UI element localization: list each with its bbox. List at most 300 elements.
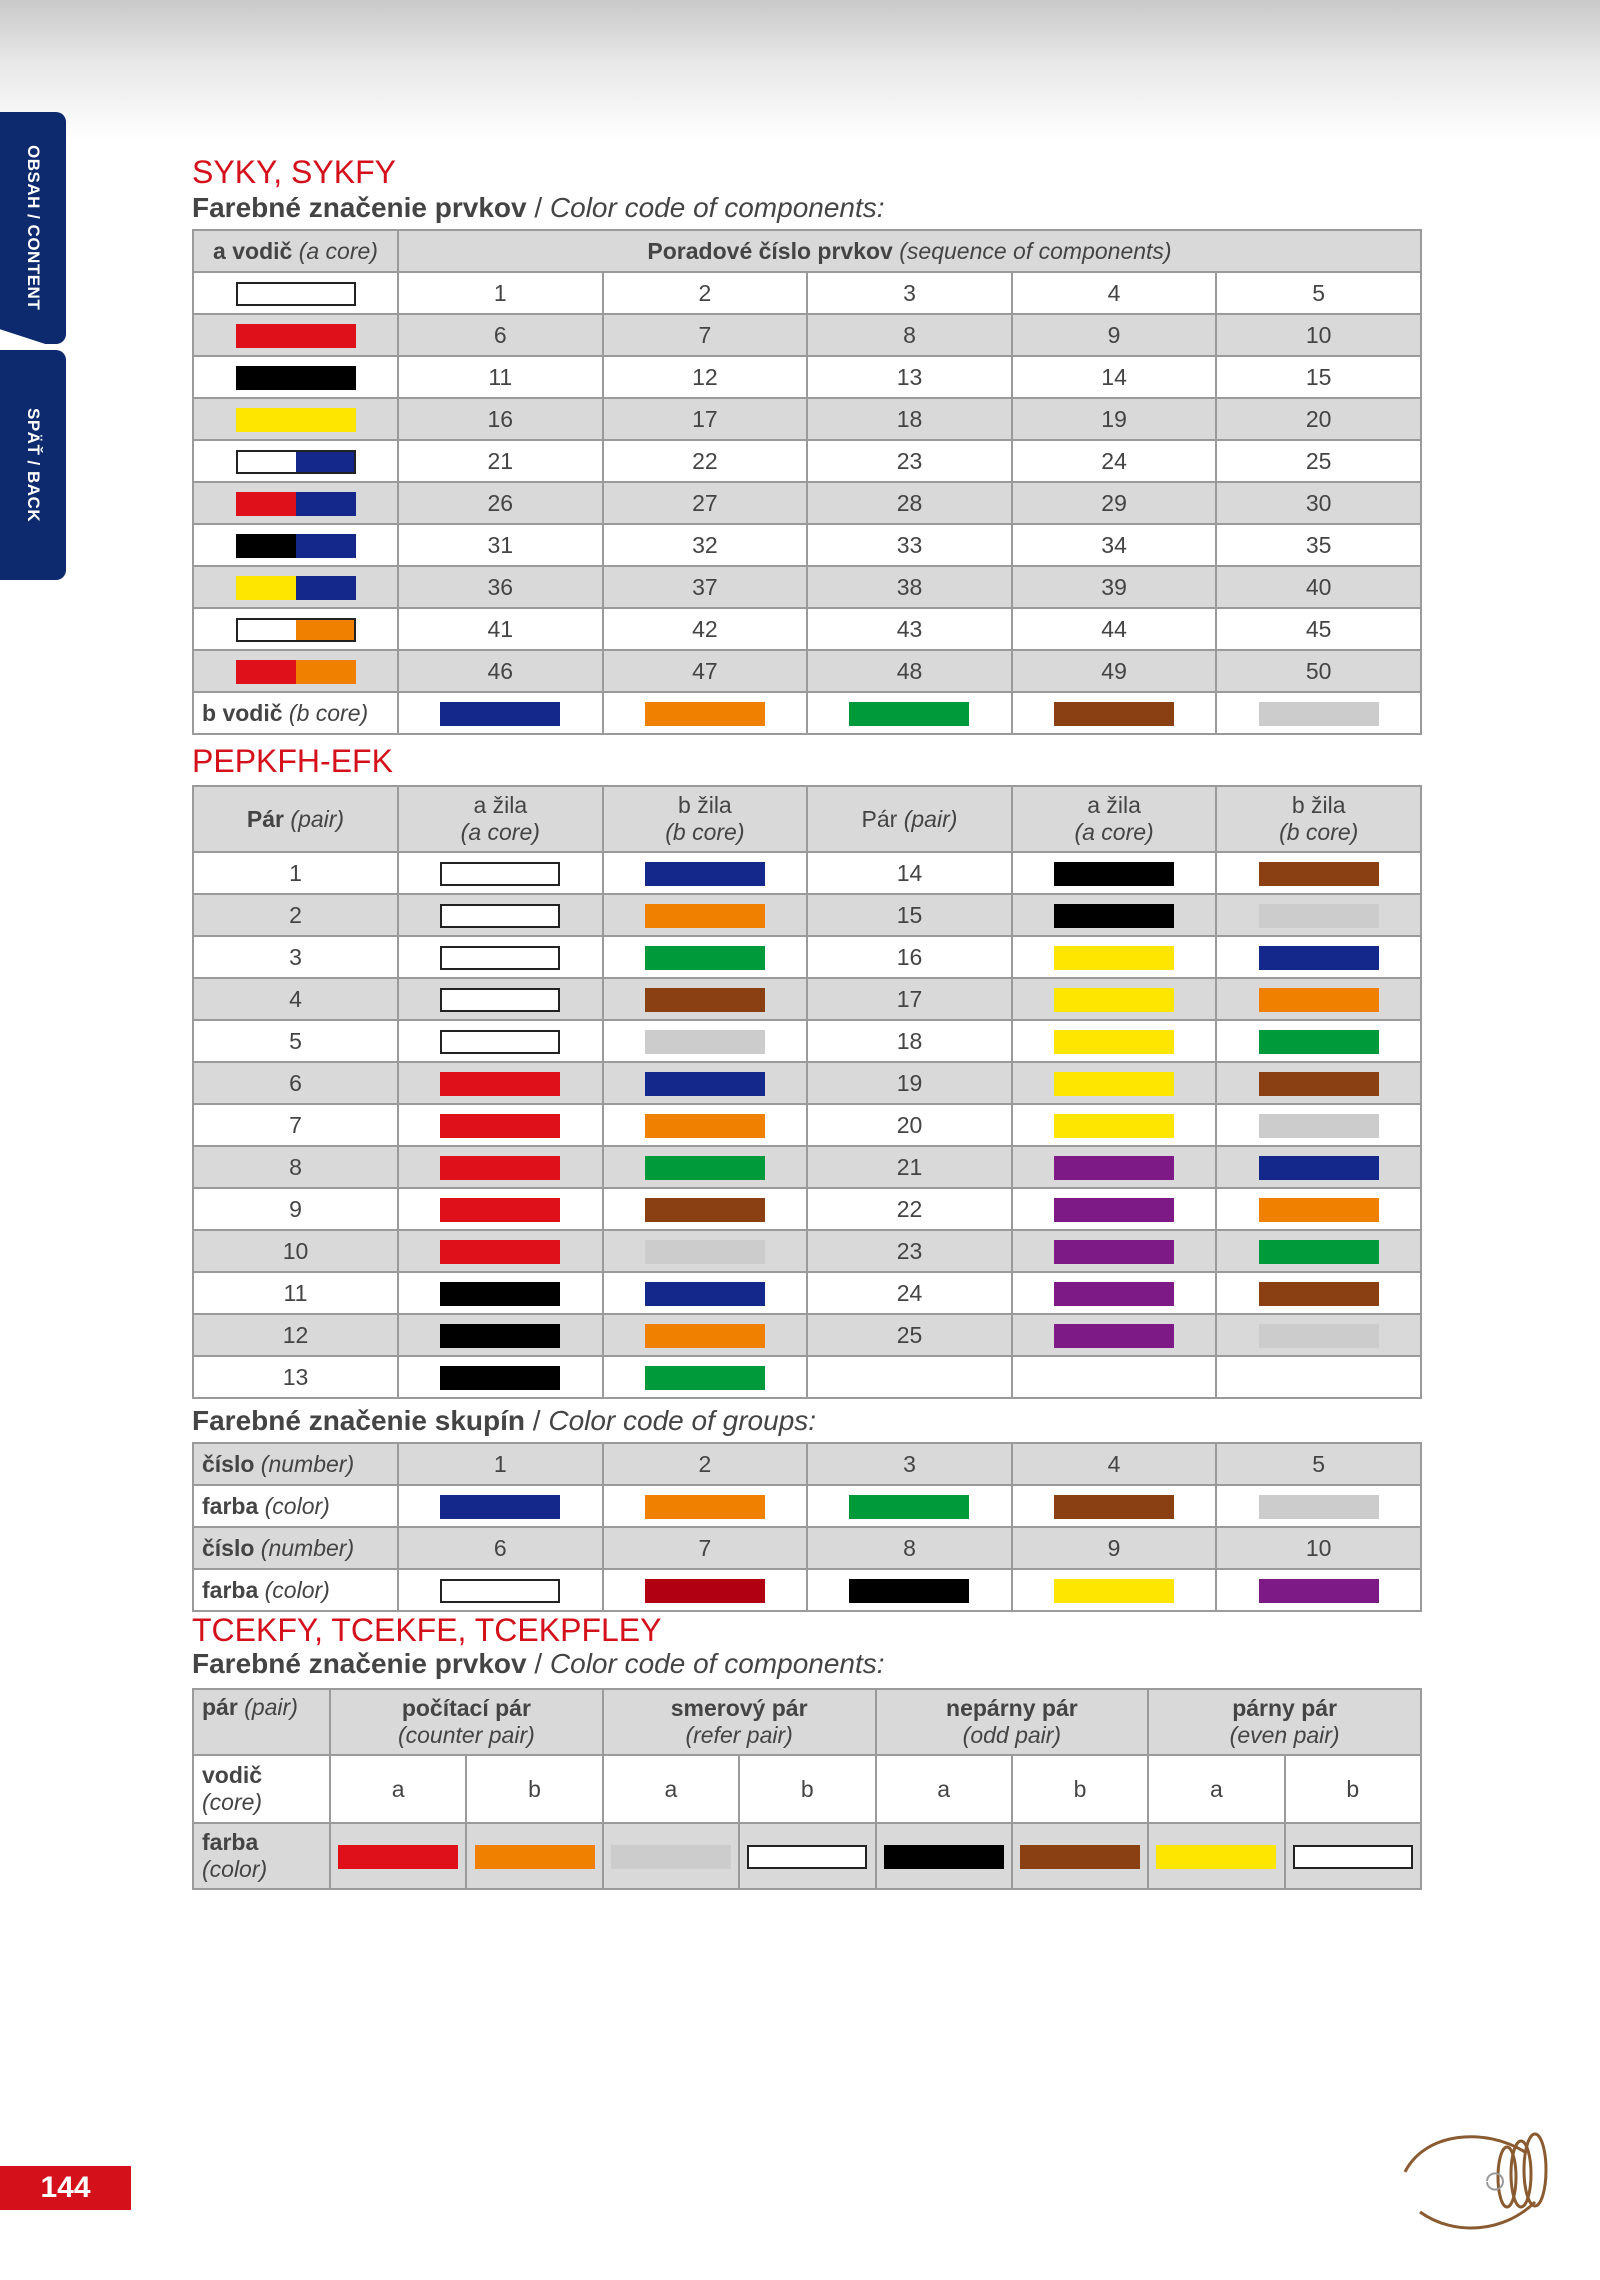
pair-header-italic: (counter pair) — [397, 1722, 535, 1748]
color-swatch — [645, 702, 765, 726]
color-swatch — [236, 660, 356, 684]
pair-number-cell: 15 — [807, 894, 1012, 936]
color-swatch — [440, 1156, 560, 1180]
color-swatch — [645, 1240, 765, 1264]
a-core-swatch-cell — [1012, 936, 1217, 978]
pair-number-cell: 6 — [193, 1062, 398, 1104]
sequence-number-cell: 11 — [398, 356, 603, 398]
section-subtitle-tcekfy — [192, 1648, 885, 1680]
sequence-number-cell: 2 — [603, 272, 808, 314]
subtitle-bold: Farebné značenie prvkov — [192, 1648, 527, 1679]
footer-b-bold: b vodič — [202, 699, 283, 726]
color-swatch — [849, 702, 969, 726]
color-swatch — [884, 1845, 1004, 1869]
color-label-italic: (color) — [258, 1492, 330, 1519]
sequence-number-cell: 44 — [1012, 608, 1217, 650]
b-core-swatch-cell — [603, 978, 808, 1020]
b-core-swatch-cell — [1216, 1230, 1421, 1272]
a-core-swatch-cell — [398, 852, 603, 894]
footer-b-core — [193, 692, 398, 734]
color-swatch — [849, 1495, 969, 1519]
color-swatch — [440, 702, 560, 726]
sequence-number-cell: 32 — [603, 524, 808, 566]
color-swatch — [236, 408, 356, 432]
pair-header-bold: nepárny pár — [946, 1695, 1078, 1721]
group-color-cell — [1216, 1485, 1421, 1527]
group-number-cell: 6 — [398, 1527, 603, 1569]
core-letter-cell: a — [330, 1755, 466, 1823]
group-color-cell — [398, 1485, 603, 1527]
a-core-swatch-cell — [1012, 1356, 1217, 1398]
sequence-number-cell: 40 — [1216, 566, 1421, 608]
a-core-swatch-cell — [1012, 1230, 1217, 1272]
a-core-swatch-cell — [1012, 852, 1217, 894]
color-swatch — [1054, 1495, 1174, 1519]
section-title-pepkfh: PEPKFH-EFK — [192, 743, 393, 779]
sequence-number-cell: 45 — [1216, 608, 1421, 650]
color-swatch — [1259, 862, 1379, 886]
color-swatch — [236, 576, 356, 600]
table-row — [193, 1020, 1421, 1062]
subtitle-sep: / — [526, 192, 550, 223]
pair-header-cell — [1148, 1689, 1421, 1755]
number-label — [193, 1527, 398, 1569]
a-core-swatch-cell — [398, 1314, 603, 1356]
color-swatch — [1259, 702, 1379, 726]
core-color-cell — [603, 1823, 739, 1889]
header-b-core — [603, 786, 808, 852]
group-color-cell — [1216, 1569, 1421, 1611]
color-swatch — [1054, 702, 1174, 726]
b-core-swatch-cell — [603, 1272, 808, 1314]
table-row — [193, 482, 1421, 524]
sequence-number-cell: 1 — [398, 272, 603, 314]
header-b-core-2 — [1216, 786, 1421, 852]
a-core-swatch-cell — [193, 608, 398, 650]
color-swatch — [236, 324, 356, 348]
table-row — [193, 314, 1421, 356]
pair-number-cell: 8 — [193, 1146, 398, 1188]
b-color-cell — [603, 692, 808, 734]
pair-number-cell: 9 — [193, 1188, 398, 1230]
group-color-cell — [603, 1485, 808, 1527]
header-seq-italic: (sequence of components) — [892, 237, 1172, 264]
sequence-number-cell: 16 — [398, 398, 603, 440]
sequence-number-cell: 12 — [603, 356, 808, 398]
subtitle-bold: Farebné značenie skupín — [192, 1405, 525, 1436]
sequence-number-cell: 19 — [1012, 398, 1217, 440]
color-swatch — [338, 1845, 458, 1869]
table-row — [193, 1104, 1421, 1146]
color-swatch — [1054, 1114, 1174, 1138]
color-swatch — [1259, 1282, 1379, 1306]
sequence-number-cell: 49 — [1012, 650, 1217, 692]
color-swatch — [849, 1579, 969, 1603]
pair-number-cell: 11 — [193, 1272, 398, 1314]
group-color-cell — [807, 1569, 1012, 1611]
pair-header-bold: párny pár — [1232, 1695, 1338, 1721]
pair-header-cell — [876, 1689, 1149, 1755]
color-swatch — [236, 282, 356, 306]
header-pair-2 — [807, 786, 1012, 852]
sequence-number-cell: 3 — [807, 272, 1012, 314]
color-swatch — [440, 1114, 560, 1138]
group-number-cell: 10 — [1216, 1527, 1421, 1569]
table-row — [193, 398, 1421, 440]
b-color-cell — [1012, 692, 1217, 734]
color-swatch — [1054, 988, 1174, 1012]
sequence-number-cell: 17 — [603, 398, 808, 440]
color-swatch — [1259, 1072, 1379, 1096]
table-row — [193, 1146, 1421, 1188]
number-label-bold: číslo — [202, 1450, 255, 1477]
b-core-swatch-cell — [1216, 1188, 1421, 1230]
sequence-number-cell: 34 — [1012, 524, 1217, 566]
color-swatch — [236, 618, 356, 642]
pair-header-cell — [603, 1689, 876, 1755]
header-pair-italic: (pair) — [284, 805, 345, 832]
color-swatch — [1054, 1198, 1174, 1222]
b-core-swatch-cell — [1216, 852, 1421, 894]
sequence-number-cell: 39 — [1012, 566, 1217, 608]
header-a-bold: a vodič — [213, 237, 293, 264]
pair-number-cell: 2 — [193, 894, 398, 936]
sequence-number-cell: 46 — [398, 650, 603, 692]
color-swatch — [1259, 1240, 1379, 1264]
color-swatch — [475, 1845, 595, 1869]
pair-label-italic: (pair) — [237, 1694, 298, 1720]
b-core-swatch-cell — [603, 1020, 808, 1062]
color-swatch — [1259, 1030, 1379, 1054]
color-swatch — [1259, 1495, 1379, 1519]
header-b-line1: b žila — [678, 792, 732, 818]
b-core-swatch-cell — [1216, 1314, 1421, 1356]
group-color-cell — [398, 1569, 603, 1611]
pair-number-cell: 24 — [807, 1272, 1012, 1314]
color-swatch — [440, 946, 560, 970]
sequence-number-cell: 30 — [1216, 482, 1421, 524]
group-color-cell — [1012, 1485, 1217, 1527]
group-number-cell: 7 — [603, 1527, 808, 1569]
header-a-core-2 — [1012, 786, 1217, 852]
group-number-cell: 3 — [807, 1443, 1012, 1485]
table-row — [193, 1062, 1421, 1104]
color-swatch — [1293, 1845, 1413, 1869]
color-swatch — [236, 366, 356, 390]
table-row — [193, 1230, 1421, 1272]
sequence-number-cell: 18 — [807, 398, 1012, 440]
color-swatch — [1054, 904, 1174, 928]
a-core-swatch-cell — [398, 1146, 603, 1188]
sequence-number-cell: 7 — [603, 314, 808, 356]
color-swatch — [645, 862, 765, 886]
core-letter-cell: a — [603, 1755, 739, 1823]
b-core-swatch-cell — [1216, 1356, 1421, 1398]
table-row — [193, 978, 1421, 1020]
pair-number-cell: 4 — [193, 978, 398, 1020]
color-swatch — [236, 534, 356, 558]
a-core-swatch-cell — [398, 1020, 603, 1062]
b-color-cell — [807, 692, 1012, 734]
header-pair-bold: Pár — [246, 805, 285, 832]
sequence-number-cell: 47 — [603, 650, 808, 692]
pair-number-cell: 17 — [807, 978, 1012, 1020]
pair-header-bold: počítací pár — [401, 1695, 531, 1721]
core-label — [193, 1755, 330, 1823]
core-color-cell — [1148, 1823, 1284, 1889]
header-a-core — [193, 230, 398, 272]
section-title-syky: SYKY, SYKFY — [192, 154, 396, 190]
color-swatch — [1259, 946, 1379, 970]
group-color-cell — [1012, 1569, 1217, 1611]
color-swatch — [236, 450, 356, 474]
color-swatch — [1259, 1579, 1379, 1603]
b-core-swatch-cell — [603, 1104, 808, 1146]
color-swatch — [1020, 1845, 1140, 1869]
color-swatch — [440, 1240, 560, 1264]
group-number-cell: 2 — [603, 1443, 808, 1485]
color-swatch — [645, 988, 765, 1012]
section-subtitle-syky — [192, 192, 885, 224]
b-core-swatch-cell — [1216, 894, 1421, 936]
sequence-number-cell: 5 — [1216, 272, 1421, 314]
sequence-number-cell: 25 — [1216, 440, 1421, 482]
a-core-swatch-cell — [1012, 1272, 1217, 1314]
pair-header-italic: (odd pair) — [962, 1722, 1062, 1748]
table-row — [193, 1272, 1421, 1314]
a-core-swatch-cell — [398, 1062, 603, 1104]
sidebar-tab-back[interactable] — [0, 350, 66, 580]
color-swatch — [440, 1198, 560, 1222]
table-row — [193, 1314, 1421, 1356]
sequence-number-cell: 27 — [603, 482, 808, 524]
color-label — [193, 1485, 398, 1527]
subtitle-italic: Color code of groups: — [548, 1405, 817, 1436]
sequence-number-cell: 13 — [807, 356, 1012, 398]
header-seq-bold: Poradové číslo prvkov — [647, 237, 893, 264]
pair-number-cell: 19 — [807, 1062, 1012, 1104]
color-swatch — [1054, 1156, 1174, 1180]
a-core-swatch-cell — [1012, 1314, 1217, 1356]
syky-color-table — [192, 229, 1422, 735]
a-core-swatch-cell — [193, 440, 398, 482]
sidebar-tab-content-label: OBSAH / CONTENT — [24, 145, 43, 311]
core-letter-cell: b — [739, 1755, 875, 1823]
header-a-line2: (a core) — [460, 819, 540, 845]
color-label-italic: (color) — [202, 1856, 268, 1882]
color-swatch — [1054, 1072, 1174, 1096]
color-swatch — [1259, 1114, 1379, 1138]
b-core-swatch-cell — [603, 1356, 808, 1398]
sequence-number-cell: 26 — [398, 482, 603, 524]
b-core-swatch-cell — [1216, 978, 1421, 1020]
a-core-swatch-cell — [398, 1104, 603, 1146]
sidebar-tab-content[interactable] — [0, 112, 66, 344]
sequence-number-cell: 23 — [807, 440, 1012, 482]
color-label-italic: (color) — [258, 1576, 330, 1603]
header-a-italic: (a core) — [292, 237, 378, 264]
table-row — [193, 356, 1421, 398]
color-swatch — [645, 1324, 765, 1348]
color-swatch — [1054, 1240, 1174, 1264]
a-core-swatch-cell — [1012, 1146, 1217, 1188]
top-shade — [0, 0, 1600, 140]
subtitle-sep: / — [526, 1648, 550, 1679]
sequence-number-cell: 22 — [603, 440, 808, 482]
sequence-number-cell: 4 — [1012, 272, 1217, 314]
color-swatch — [645, 1495, 765, 1519]
b-core-swatch-cell — [603, 1146, 808, 1188]
pair-number-cell: 21 — [807, 1146, 1012, 1188]
pair-number-cell: 10 — [193, 1230, 398, 1272]
color-swatch — [440, 1366, 560, 1390]
a-core-swatch-cell — [1012, 978, 1217, 1020]
a-core-swatch-cell — [193, 398, 398, 440]
pair-number-cell: 5 — [193, 1020, 398, 1062]
section-title-tcekfy: TCEKFY, TCEKFE, TCEKPFLEY — [192, 1612, 662, 1648]
b-core-swatch-cell — [1216, 1146, 1421, 1188]
sequence-number-cell: 31 — [398, 524, 603, 566]
b-core-swatch-cell — [603, 852, 808, 894]
pair-header-cell — [330, 1689, 603, 1755]
core-label-italic: (core) — [202, 1789, 263, 1815]
group-number-cell: 1 — [398, 1443, 603, 1485]
color-swatch — [645, 1072, 765, 1096]
color-swatch — [440, 1282, 560, 1306]
color-swatch — [645, 1114, 765, 1138]
sequence-number-cell: 33 — [807, 524, 1012, 566]
sequence-number-cell: 35 — [1216, 524, 1421, 566]
table-row — [193, 852, 1421, 894]
color-swatch — [236, 492, 356, 516]
sequence-number-cell: 41 — [398, 608, 603, 650]
header-b2-line2: (b core) — [1279, 819, 1359, 845]
color-swatch — [1054, 862, 1174, 886]
color-swatch — [440, 1030, 560, 1054]
group-number-cell: 5 — [1216, 1443, 1421, 1485]
b-core-swatch-cell — [603, 936, 808, 978]
core-color-cell — [876, 1823, 1012, 1889]
table-row — [193, 566, 1421, 608]
number-label-bold: číslo — [202, 1534, 255, 1561]
sidebar-tab-back-label: SPÄŤ / BACK — [24, 407, 43, 523]
pair-number-cell: 22 — [807, 1188, 1012, 1230]
pair-number-cell: 3 — [193, 936, 398, 978]
sequence-number-cell: 43 — [807, 608, 1012, 650]
core-label-bold: vodič — [202, 1762, 263, 1788]
b-core-swatch-cell — [603, 1230, 808, 1272]
b-core-swatch-cell — [603, 1188, 808, 1230]
sequence-number-cell: 36 — [398, 566, 603, 608]
color-swatch — [645, 1366, 765, 1390]
color-swatch — [1054, 1282, 1174, 1306]
b-core-swatch-cell — [603, 894, 808, 936]
header-a2-line2: (a core) — [1074, 819, 1154, 845]
color-swatch — [440, 1579, 560, 1603]
a-core-swatch-cell — [1012, 1062, 1217, 1104]
color-swatch — [1054, 1030, 1174, 1054]
a-core-swatch-cell — [193, 482, 398, 524]
group-color-cell — [603, 1569, 808, 1611]
pair-number-cell: 14 — [807, 852, 1012, 894]
core-letter-cell: b — [1285, 1755, 1421, 1823]
pair-header-italic: (even pair) — [1229, 1722, 1340, 1748]
color-swatch — [440, 1072, 560, 1096]
sequence-number-cell: 14 — [1012, 356, 1217, 398]
a-core-swatch-cell — [193, 314, 398, 356]
pair-number-cell: 20 — [807, 1104, 1012, 1146]
color-swatch — [1054, 946, 1174, 970]
a-core-swatch-cell — [1012, 1188, 1217, 1230]
subtitle-bold: Farebné značenie prvkov — [192, 192, 527, 223]
color-swatch — [1156, 1845, 1276, 1869]
page-number: 144 — [0, 2166, 131, 2210]
pair-number-cell — [807, 1356, 1012, 1398]
b-core-swatch-cell — [1216, 1104, 1421, 1146]
group-color-cell — [807, 1485, 1012, 1527]
color-swatch — [747, 1845, 867, 1869]
table-row — [193, 440, 1421, 482]
table-row — [193, 1356, 1421, 1398]
number-label-italic: (number) — [254, 1450, 355, 1477]
b-core-swatch-cell — [1216, 936, 1421, 978]
a-core-swatch-cell — [398, 1356, 603, 1398]
a-core-swatch-cell — [193, 272, 398, 314]
pair-number-cell: 18 — [807, 1020, 1012, 1062]
sequence-number-cell: 48 — [807, 650, 1012, 692]
pepkfh-color-table — [192, 785, 1422, 1399]
pair-number-cell: 25 — [807, 1314, 1012, 1356]
a-core-swatch-cell — [193, 650, 398, 692]
table-row — [193, 650, 1421, 692]
a-core-swatch-cell — [398, 936, 603, 978]
color-swatch — [1259, 1324, 1379, 1348]
color-swatch — [645, 1030, 765, 1054]
color-swatch — [440, 1324, 560, 1348]
a-core-swatch-cell — [398, 1272, 603, 1314]
subtitle-italic: Color code of components: — [549, 1648, 885, 1679]
table-row — [193, 936, 1421, 978]
color-label-bold: farba — [202, 1576, 259, 1603]
group-number-cell: 9 — [1012, 1527, 1217, 1569]
header-b-line2: (b core) — [665, 819, 745, 845]
color-swatch — [1259, 1198, 1379, 1222]
b-color-cell — [398, 692, 603, 734]
color-swatch — [1054, 1324, 1174, 1348]
color-swatch — [645, 904, 765, 928]
table-row — [193, 272, 1421, 314]
header-sequence — [398, 230, 1421, 272]
color-swatch — [1259, 904, 1379, 928]
color-swatch — [440, 904, 560, 928]
color-label — [193, 1823, 330, 1889]
sequence-number-cell: 50 — [1216, 650, 1421, 692]
a-core-swatch-cell — [398, 1230, 603, 1272]
core-color-cell — [466, 1823, 602, 1889]
sequence-number-cell: 6 — [398, 314, 603, 356]
pair-label — [193, 1689, 330, 1755]
core-color-cell — [739, 1823, 875, 1889]
company-logo-icon — [1395, 2112, 1555, 2242]
color-swatch — [611, 1845, 731, 1869]
color-swatch — [645, 1579, 765, 1603]
pair-number-cell: 23 — [807, 1230, 1012, 1272]
table-row — [193, 894, 1421, 936]
pair-number-cell: 13 — [193, 1356, 398, 1398]
subtitle-italic: Color code of components: — [549, 192, 885, 223]
a-core-swatch-cell — [398, 1188, 603, 1230]
pair-header-bold: smerový pár — [670, 1695, 808, 1721]
